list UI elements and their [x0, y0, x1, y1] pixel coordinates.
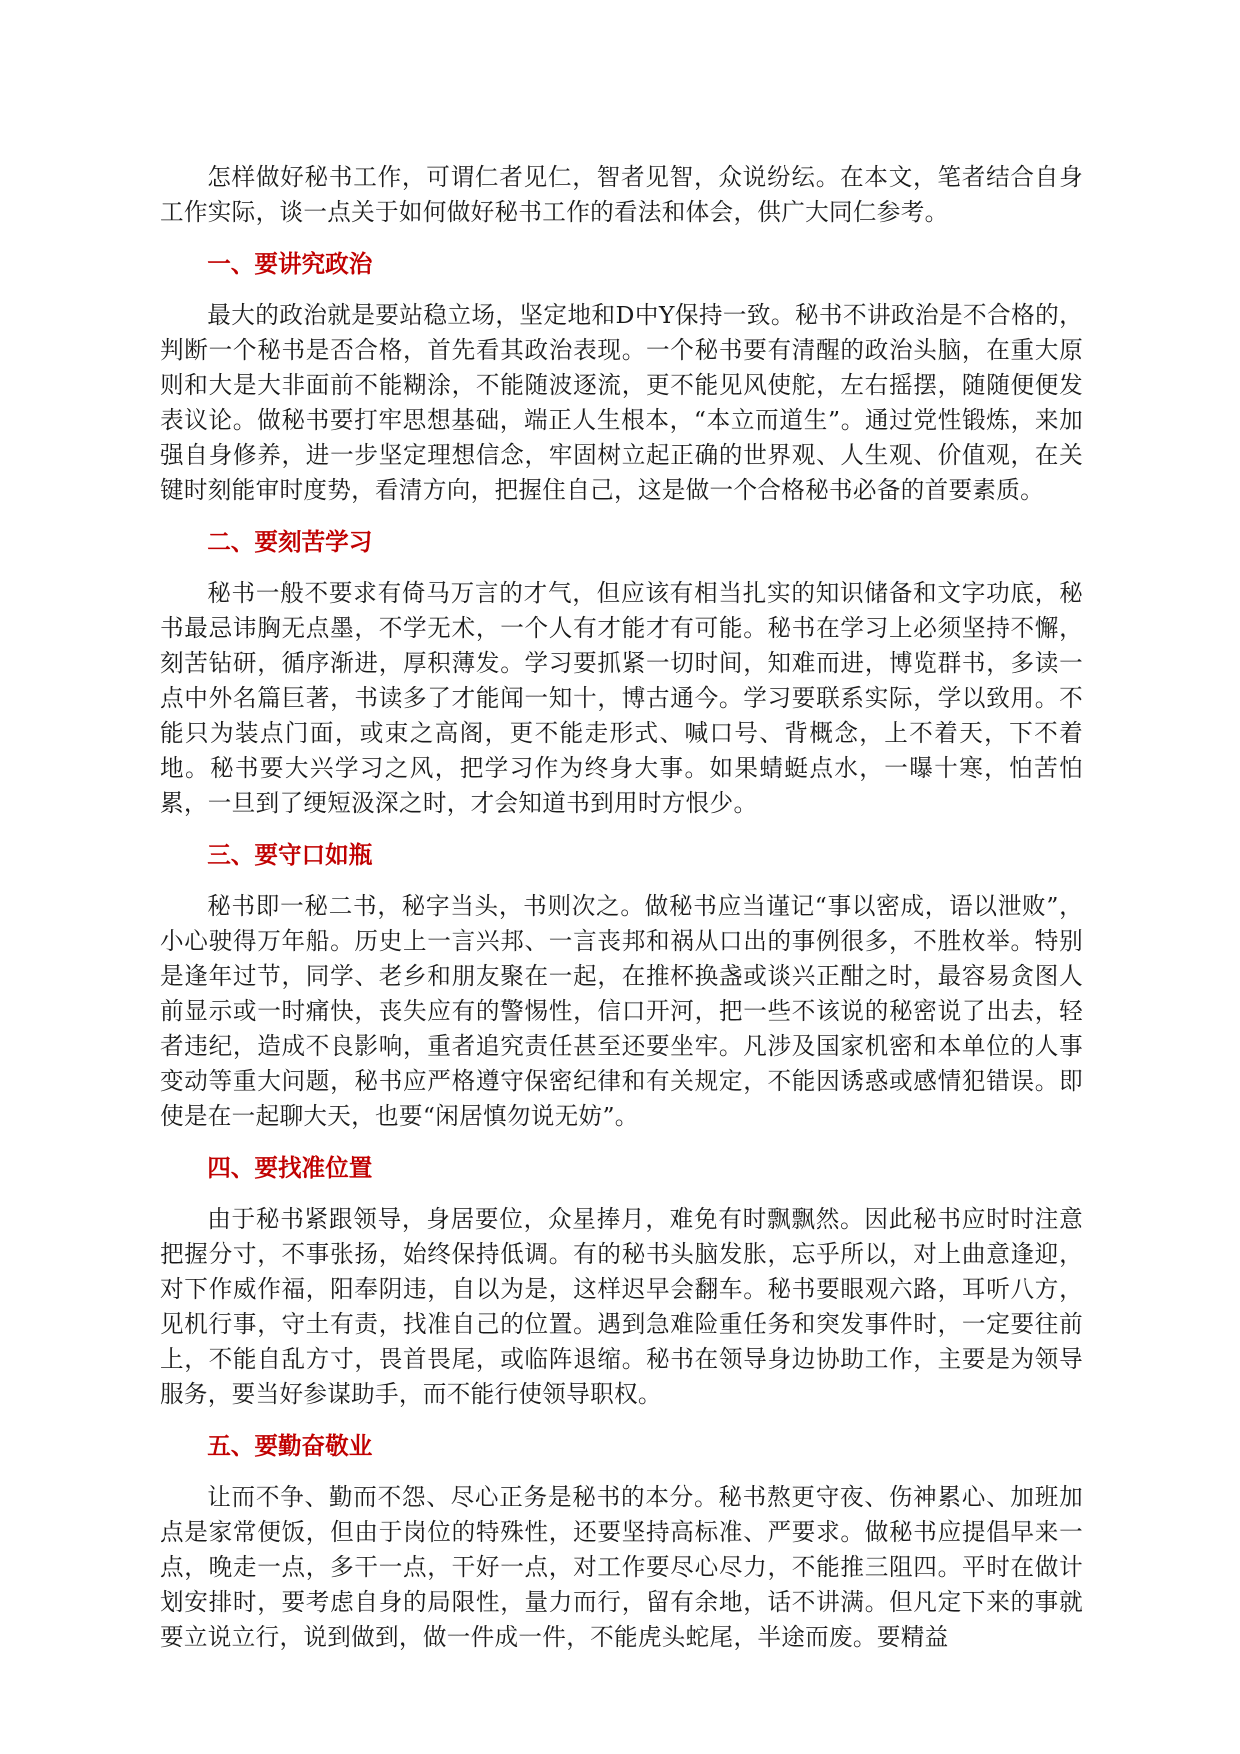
section-heading-1: 一、要讲究政治	[207, 250, 373, 278]
section-body-5: 让而不争、勤而不怨、尽心正务是秘书的本分。秘书熬更守夜、伤神累心、加班加点是家常便饭，但由于岗位的特殊性，还要坚持高标准、严要求。做秘书应提倡早来一点，晚走一点，多干一点，干好一点，对工作要尽心尽力，不能推三阻四。平时在做计划安排时，要考虑自身的局限性，量力而行，留有余地，话不讲满。但凡定下来的事就要立说立行，说到做到，做一件成一件，不能虎头蛇尾，半途而废。要精益	[160, 1483, 1083, 1651]
section-heading-2: 二、要刻苦学习	[207, 528, 373, 556]
intro-paragraph: 怎样做好秘书工作，可谓仁者见仁，智者见智，众说纷纭。在本文，笔者结合自身工作实际，谈一点关于如何做好秘书工作的看法和体会，供广大同仁参考。	[160, 163, 1083, 226]
section-heading-4: 四、要找准位置	[207, 1154, 373, 1182]
section-heading-3: 三、要守口如瓶	[207, 841, 373, 869]
section-heading-5: 五、要勤奋敬业	[207, 1432, 373, 1460]
section-body-3: 秘书即一秘二书，秘字当头，书则次之。做秘书应当谨记“事以密成，语以泄败”，小心驶得万年船。历史上一言兴邦、一言丧邦和祸从口出的事例很多，不胜枚举。特别是逢年过节，同学、老乡和朋友聚在一起，在推杯换盏或谈兴正酣之时，最容易贪图人前显示或一时痛快，丧失应有的警惕性，信口开河，把一些不该说的秘密说了出去，轻者违纪，造成不良影响，重者追究责任甚至还要坐牢。凡涉及国家机密和本单位的人事变动等重大问题，秘书应严格遵守保密纪律和有关规定，不能因诱惑或感情犯错误。即使是在一起聊大天，也要“闲居慎勿说无妨”。	[160, 892, 1083, 1130]
section-body-2: 秘书一般不要求有倚马万言的才气，但应该有相当扎实的知识储备和文字功底，秘书最忌讳胸无点墨，不学无术，一个人有才能才有可能。秘书在学习上必须坚持不懈，刻苦钻研，循序渐进，厚积薄发。学习要抓紧一切时间，知难而进，博览群书，多读一点中外名篇巨著，书读多了才能闻一知十，博古通今。学习要联系实际，学以致用。不能只为装点门面，或束之高阁，更不能走形式、喊口号、背概念，上不着天，下不着地。秘书要大兴学习之风，把学习作为终身大事。如果蜻蜓点水，一曝十寒，怕苦怕累，一旦到了绠短汲深之时，才会知道书到用时方恨少。	[160, 579, 1083, 817]
section-body-4: 由于秘书紧跟领导，身居要位，众星捧月，难免有时飘飘然。因此秘书应时时注意把握分寸，不事张扬，始终保持低调。有的秘书头脑发胀，忘乎所以，对上曲意逢迎，对下作威作福，阳奉阴违，自以为是，这样迟早会翻车。秘书要眼观六路，耳听八方，见机行事，守土有责，找准自己的位置。遇到急难险重任务和突发事件时，一定要往前上，不能自乱方寸，畏首畏尾，或临阵退缩。秘书在领导身边协助工作，主要是为领导服务，要当好参谋助手，而不能行使领导职权。	[160, 1205, 1083, 1408]
section-body-1: 最大的政治就是要站稳立场，坚定地和D中Y保持一致。秘书不讲政治是不合格的，判断一个秘书是否合格，首先看其政治表现。一个秘书要有清醒的政治头脑，在重大原则和大是大非面前不能糊涂，不能随波逐流，更不能见风使舵，左右摇摆，随随便便发表议论。做秘书要打牢思想基础，端正人生根本，“本立而道生”。通过党性锻炼，来加强自身修养，进一步坚定理想信念，牢固树立起正确的世界观、人生观、价值观，在关键时刻能审时度势，看清方向，把握住自己，这是做一个合格秘书必备的首要素质。	[160, 301, 1083, 504]
document-page	[160, 160, 1083, 1655]
